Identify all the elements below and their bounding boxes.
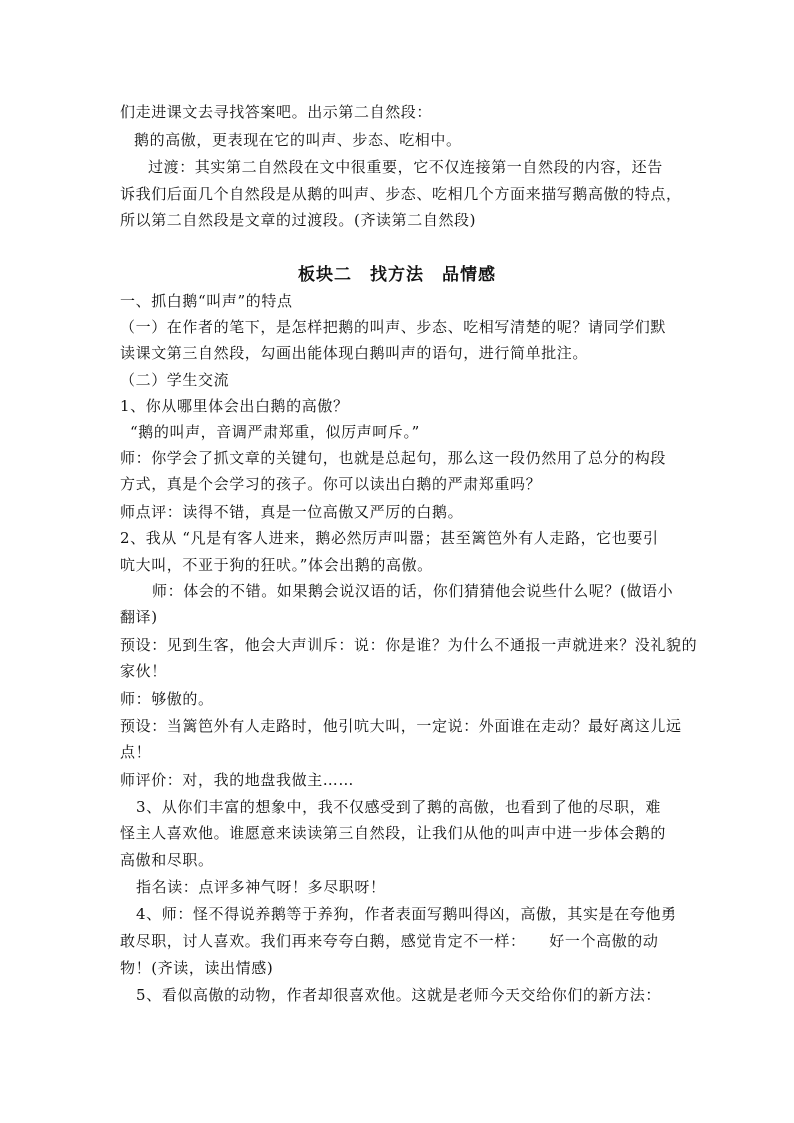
text-line: 3、从你们丰富的想象中，我不仅感受到了鹅的高傲，也看到了他的尽职，难 (136, 798, 661, 816)
text-line: 诉我们后面几个自然段是从鹅的叫声、步态、吃相几个方面来描写鹅高傲的特点， (120, 185, 682, 203)
text-line: 师：你学会了抓文章的关键句，也就是总起句，那么这一段仍然用了总分的构段 (120, 449, 667, 467)
text-line: 过渡：其实第二自然段在文中很重要，它不仅连接第一自然段的内容，还告 (148, 158, 663, 176)
text-line: 物！(齐读，读出情感) (120, 959, 274, 977)
text-line: 所以第二自然段是文章的过渡段。(齐读第二自然段) (120, 211, 477, 229)
text-line: 家伙！ (120, 662, 167, 680)
text-line: 预设：当篱笆外有人走路时，他引吭大叫，一定说：外面谁在走动？最好离这儿远 (120, 717, 682, 735)
text-line: 高傲和尽职。 (120, 851, 214, 869)
text-line: 翻译) (120, 608, 158, 626)
text-line: 1、你从哪里体会出白鹅的高傲？ (120, 397, 349, 415)
text-line: 5、看似高傲的动物，作者却很喜欢他。这就是老师今天交给你们的新方法： (136, 986, 661, 1004)
text-line: 预设：见到生客，他会大声训斥：说：你是谁？为什么不通报一声就进来？没礼貌的 (120, 636, 698, 654)
text-line: 2、我从 “凡是有客人进来，鹅必然厉声叫嚣；甚至篱笆外有人走路，它也要引 (120, 529, 659, 547)
text-line: （二）学生交流 (120, 371, 230, 389)
text-line: 敢尽职，讨人喜欢。我们再来夸夸白鹅，感觉肯定不一样： 好一个高傲的动 (120, 932, 659, 950)
text-line: 师：体会的不错。如果鹅会说汉语的话，你们猜猜他会说些什么呢？(做语小 (152, 582, 674, 600)
text-line: 指名读：点评多神气呀！多尽职呀！ (136, 878, 386, 896)
text-line: 鹅的高傲，更表现在它的叫声、步态、吃相中。 (134, 131, 462, 149)
text-line: 师点评：读得不错，真是一位高傲又严厉的白鹅。 (120, 503, 464, 521)
text-line: 们走进课文去寻找答案吧。出示第二自然段： (120, 103, 433, 121)
text-line: 4、师：怪不得说养鹅等于养狗，作者表面写鹅叫得凶，高傲，其实是在夸他勇 (136, 905, 677, 923)
section-heading: 板块二 找方法 品情感 (298, 265, 496, 285)
text-line: “鹅的叫声，音调严肃郑重，似厉声呵斥。” (130, 423, 420, 441)
text-line: 师：够傲的。 (120, 690, 214, 708)
text-line: 点！ (120, 743, 152, 761)
text-line: 师评价：对，我的地盘我做主…… (120, 771, 355, 789)
text-line: （一）在作者的笔下，是怎样把鹅的叫声、步态、吃相写清楚的呢？请同学们默 (120, 318, 667, 336)
text-line: 读课文第三自然段，勾画出能体现白鹅叫声的语句，进行简单批注。 (120, 344, 589, 362)
text-line: 吭大叫，不亚于狗的狂吠。”体会出鹅的高傲。 (120, 556, 433, 574)
text-line: 方式，真是个会学习的孩子。你可以读出白鹅的严肃郑重吗？ (120, 475, 542, 493)
text-line: 怪主人喜欢他。谁愿意来读读第三自然段，让我们从他的叫声中进一步体会鹅的 (120, 824, 667, 842)
text-line: 一、抓白鹅“叫声”的特点 (120, 292, 293, 310)
